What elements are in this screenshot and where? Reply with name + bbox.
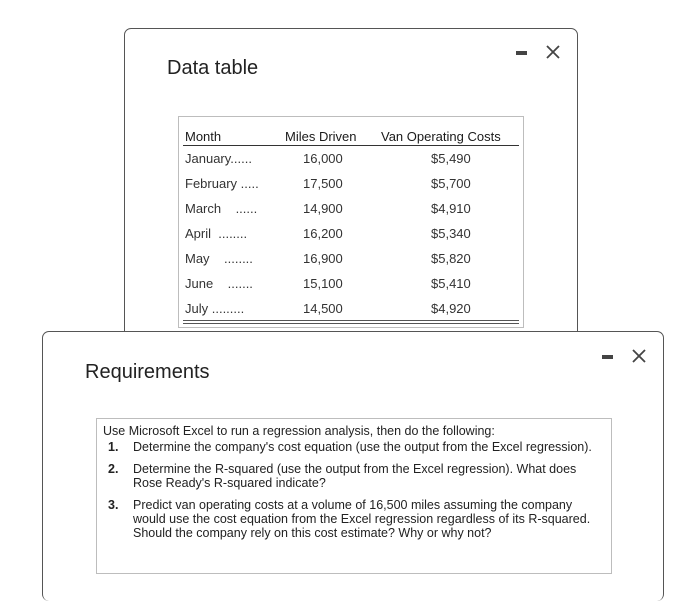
table-row	[183, 196, 519, 221]
table-row	[183, 171, 519, 196]
cell-cost: $4,920	[431, 301, 471, 316]
table-row	[183, 246, 519, 271]
minimize-icon	[602, 355, 613, 359]
cell-cost: $5,700	[431, 176, 471, 191]
cell-month: January......	[185, 151, 252, 166]
column-header-cost: Van Operating Costs	[381, 129, 501, 144]
item-text: Determine the company's cost equation (use the output from the Excel regression).	[133, 440, 592, 454]
minimize-icon	[516, 51, 527, 55]
cell-cost: $5,490	[431, 151, 471, 166]
table-row	[183, 221, 519, 246]
close-button[interactable]	[545, 43, 561, 61]
requirements-list	[103, 440, 605, 540]
cell-month: July .........	[185, 301, 245, 316]
table-row	[183, 146, 519, 171]
column-header-month: Month	[185, 129, 222, 144]
cell-cost: $5,410	[431, 276, 471, 291]
cell-miles: 16,900	[303, 251, 343, 266]
column-header-miles: Miles Driven	[285, 129, 357, 144]
cell-month: May ........	[185, 251, 253, 266]
item-text: Determine the R-squared (use the output from the Excel regression). What does Rose Ready's R-squared indicate?	[133, 462, 577, 490]
data-table-window	[124, 28, 578, 348]
window-controls	[599, 347, 647, 365]
item-text: Predict van operating costs at a volume of 16,500 miles assuming the company would use the cost equation from the Excel regression regardless of its R-squared. Should the company rely on this cost estimate? Why or why not?	[133, 498, 591, 540]
close-icon	[632, 349, 646, 363]
cell-month: April ........	[185, 226, 248, 241]
item-number: 2.	[108, 462, 119, 476]
cell-miles: 15,100	[303, 276, 343, 291]
table-row	[183, 296, 519, 321]
cell-cost: $4,910	[431, 201, 471, 216]
data-table-title: Data table	[167, 57, 259, 79]
cell-month: March ......	[185, 201, 258, 216]
cell-miles: 14,500	[303, 301, 343, 316]
cell-miles: 17,500	[303, 176, 343, 191]
list-item	[103, 498, 605, 540]
table-row	[183, 271, 519, 296]
cell-miles: 16,000	[303, 151, 343, 166]
cell-miles: 14,900	[303, 201, 343, 216]
list-item	[103, 440, 605, 454]
cell-cost: $5,340	[431, 226, 471, 241]
close-icon	[546, 45, 560, 59]
cell-month: June .......	[185, 276, 253, 291]
table-header	[183, 125, 519, 146]
cell-month: February .....	[185, 176, 259, 191]
requirements-window	[42, 331, 664, 601]
minimize-button[interactable]	[513, 43, 529, 61]
requirements-content	[96, 418, 612, 574]
data-table	[178, 116, 524, 328]
cell-cost: $5,820	[431, 251, 471, 266]
list-item	[103, 462, 605, 490]
cell-miles: 16,200	[303, 226, 343, 241]
item-number: 3.	[108, 498, 119, 512]
requirements-title: Requirements	[85, 361, 210, 383]
minimize-button[interactable]	[599, 347, 615, 365]
requirements-intro: Use Microsoft Excel to run a regression analysis, then do the following:	[103, 424, 495, 438]
item-number: 1.	[108, 440, 119, 454]
close-button[interactable]	[631, 347, 647, 365]
window-controls	[513, 43, 561, 61]
table-bottom-rule	[183, 320, 519, 324]
